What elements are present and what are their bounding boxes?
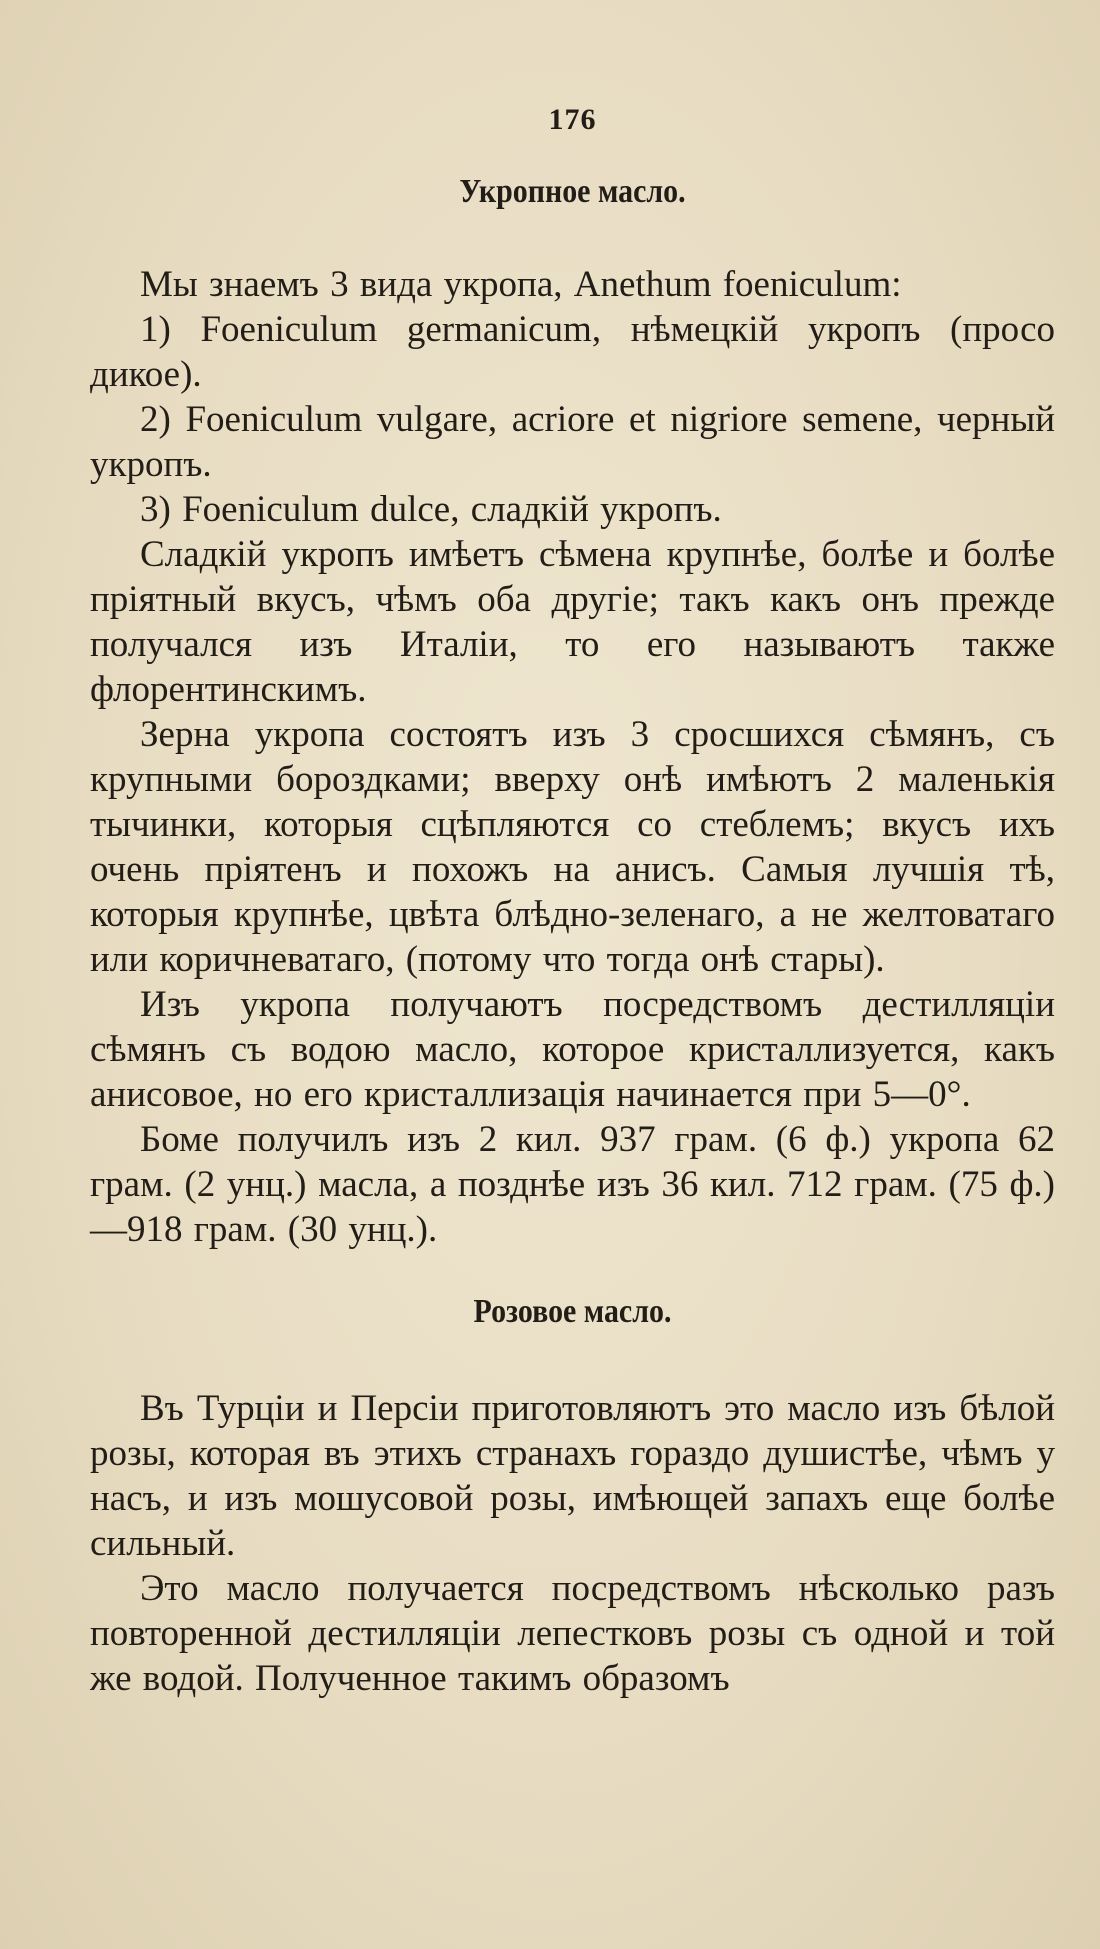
- section-title-rose-oil: Розовое масло.: [473, 1293, 672, 1330]
- paragraph: Боме получилъ изъ 2 кил. 937 грам. (6 ф.) укропа 62 грам. (2 унц.) масла, а позднѣе изъ 36 кил. 712 грам. (75 ф.)—918 грам. (30 унц.).: [90, 1119, 1055, 1250]
- list-item: 3) Foeniculum dulce, сладкій укропъ.: [140, 489, 722, 530]
- paragraph: Сладкій укропъ имѣетъ сѣмена крупнѣе, болѣе и болѣе пріятный вкусъ, чѣмъ оба другіе; такъ какъ онъ прежде получался изъ Италіи, то его называютъ также флорентинскимъ.: [90, 534, 1055, 710]
- paragraph: Это масло получается посредствомъ нѣсколько разъ повторенной дестилляціи лепестковъ розы съ одной и той же водой. Полученное такимъ образомъ: [90, 1568, 1055, 1699]
- list-item: 1) Foeniculum germanicum, нѣмецкій укропъ (просо дикое).: [90, 309, 1055, 395]
- paragraph: Мы знаемъ 3 вида укропа, Anethum foeniculum:: [140, 264, 902, 305]
- paragraph: Изъ укропа получаютъ посредствомъ дестилляціи сѣмянъ съ водою масло, которое кристаллизуется, какъ анисовое, но его кристаллизація начинается при 5—0°.: [90, 984, 1055, 1115]
- section-title-dill-oil: Укропное масло.: [459, 173, 686, 210]
- paragraph: Въ Турціи и Персіи приготовляютъ это масло изъ бѣлой розы, которая въ этихъ странахъ гораздо душистѣе, чѣмъ у насъ, и изъ мошусовой розы, имѣющей запахъ еще болѣе сильный.: [90, 1388, 1055, 1564]
- document-page: [90, 100, 1055, 1701]
- page-number: 176: [548, 103, 597, 136]
- paragraph: Зерна укропа состоятъ изъ 3 сросшихся сѣмянъ, съ крупными бороздками; вверху онѣ имѣютъ 2 маленькія тычинки, которыя сцѣпляются со стеблемъ; вкусъ ихъ очень пріятенъ и похожъ на анисъ. Самыя лучшія тѣ, которыя крупнѣе, цвѣта блѣдно-зеленаго, а не желтоватаго или коричневатаго, (потому что тогда онѣ стары).: [90, 714, 1055, 980]
- list-item: 2) Foeniculum vulgare, acriore et nigriore semene, черный укропъ.: [90, 399, 1055, 485]
